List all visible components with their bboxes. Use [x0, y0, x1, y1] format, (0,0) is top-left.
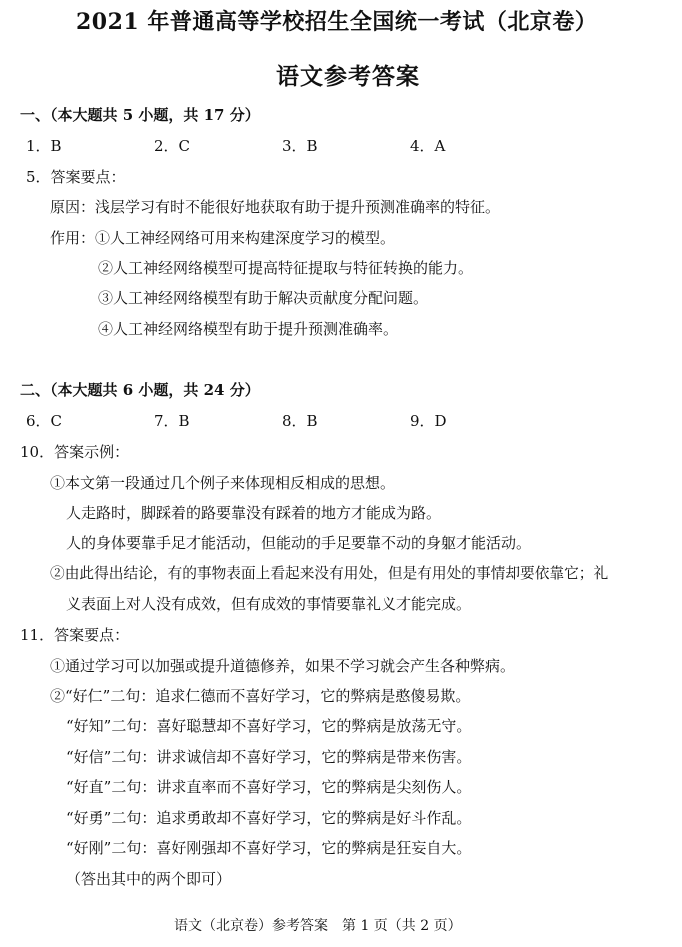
q5-effect-2: ②人工神经网络模型可提高特征提取与特征转换的能力。 — [98, 259, 474, 277]
answer-4: 4．A — [410, 137, 446, 155]
q5-label: 5．答案要点： — [26, 168, 126, 186]
q10-label: 10．答案示例： — [20, 443, 130, 461]
answer-9: 9．D — [410, 412, 447, 430]
answer-3: 3．B — [282, 137, 318, 155]
section-2-heading: 二、（本大题共 6 小题，共 24 分） — [20, 381, 260, 399]
page-footer: 语文（北京卷）参考答案 第 1 页（共 2 页） — [174, 918, 462, 934]
answer-8: 8．B — [282, 412, 318, 430]
q11-line-1: ①通过学习可以加强或提升道德修养，如果不学习就会产生各种弊病。 — [50, 657, 516, 675]
q11-line-4: “好信”二句：讲求诚信却不喜好学习，它的弊病是带来伤害。 — [66, 748, 472, 766]
q11-line-3: “好知”二句：喜好聪慧却不喜好学习，它的弊病是放荡无守。 — [66, 717, 472, 735]
answer-6: 6．C — [26, 412, 63, 430]
q11-line-2: ②“好仁”二句：追求仁德而不喜好学习，它的弊病是憨傻易欺。 — [50, 687, 471, 705]
q5-effect-1: 作用：①人工神经网络可用来构建深度学习的模型。 — [50, 229, 396, 247]
q5-reason: 原因：浅层学习有时不能很好地获取有助于提升预测准确率的特征。 — [50, 198, 501, 216]
q10-line-2: 人走路时，脚踩着的路要靠没有踩着的地方才能成为路。 — [66, 504, 442, 522]
q10-line-4: ②由此得出结论，有的事物表面上看起来没有用处，但是有用处的事情却要依靠它；礼 — [50, 565, 609, 582]
q11-label: 11．答案要点： — [20, 626, 130, 644]
document-title: 2021 年普通高等学校招生全国统一考试（北京卷） — [76, 9, 598, 35]
section-1-answers — [26, 136, 538, 156]
q5-effect-4: ④人工神经网络模型有助于提升预测准确率。 — [98, 320, 399, 338]
q5-effect-3: ③人工神经网络模型有助于解决贡献度分配问题。 — [98, 289, 429, 307]
q11-line-5: “好直”二句：讲求直率而不喜好学习，它的弊病是尖刻伤人。 — [66, 778, 472, 796]
q11-line-7: “好刚”二句：喜好刚强却不喜好学习，它的弊病是狂妄自大。 — [66, 839, 472, 857]
q10-line-1: ①本文第一段通过几个例子来体现相反相成的思想。 — [50, 474, 396, 492]
q10-line-3: 人的身体要靠手足才能活动，但能动的手足要靠不动的身躯才能活动。 — [66, 534, 532, 552]
document-subtitle: 语文参考答案 — [276, 63, 420, 90]
q11-note: （答出其中的两个即可） — [66, 870, 232, 888]
q11-line-6: “好勇”二句：追求勇敢却不喜好学习，它的弊病是好斗作乱。 — [66, 809, 472, 827]
answer-7: 7．B — [154, 412, 190, 430]
answer-2: 2．C — [154, 137, 191, 155]
section-1-heading: 一、（本大题共 5 小题，共 17 分） — [20, 106, 260, 124]
answer-1: 1．B — [26, 137, 62, 155]
section-2-answers — [26, 411, 538, 431]
q10-line-5: 义表面上对人没有成效，但有成效的事情要靠礼义才能完成。 — [66, 595, 472, 613]
